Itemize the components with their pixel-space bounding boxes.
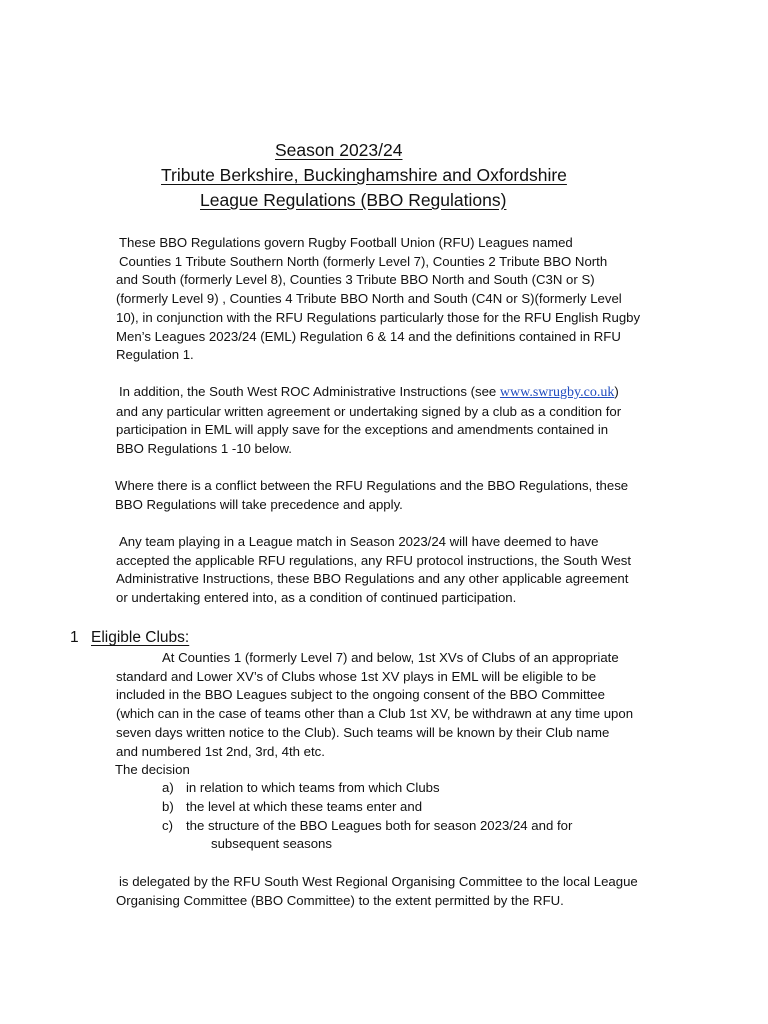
intro-paragraph-1 bbox=[116, 234, 640, 365]
text-line: participation in EML will apply save for the exceptions and amendments contained in bbox=[116, 422, 609, 438]
list-marker: b) bbox=[162, 799, 174, 814]
season-title: Season 2023/24 bbox=[275, 140, 403, 160]
text-line: BBO Regulations 1 -10 below. bbox=[116, 441, 292, 457]
section-1-body bbox=[116, 649, 633, 780]
text-line: Men’s Leagues 2023/24 (EML) Regulation 6 & 14 and the definitions contained in RFU bbox=[116, 328, 621, 344]
text-line: (formerly Level 9) , Counties 4 Tribute BBO North and South (C4N or S)(formerly Level bbox=[116, 291, 622, 307]
text-line: accepted the applicable RFU regulations, any RFU protocol instructions, the South West bbox=[116, 552, 632, 568]
text-line: 10), in conjunction with the RFU Regulations particularly those for the RFU English Rugby bbox=[116, 309, 641, 325]
list-marker: c) bbox=[162, 818, 173, 833]
text-line: and South (formerly Level 8), Counties 3 Tribute BBO North and South (C3N or S) bbox=[116, 272, 595, 288]
list-text: in relation to which teams from which Clubs bbox=[186, 780, 440, 795]
list-text: the level at which these teams enter and bbox=[186, 799, 423, 814]
text-line: BBO Regulations will take precedence and apply. bbox=[115, 496, 403, 512]
list-item bbox=[162, 817, 572, 836]
intro-paragraph-4 bbox=[116, 533, 631, 608]
section-title-eligible-clubs: Eligible Clubs: bbox=[91, 629, 190, 646]
text-line: Regulation 1. bbox=[116, 347, 194, 363]
list-item bbox=[162, 798, 422, 817]
text-line: Administrative Instructions, these BBO Regulations and any other applicable agreement bbox=[116, 571, 629, 587]
intro-paragraph-2 bbox=[116, 383, 621, 459]
text-line: or undertaking entered into, as a condition of continued participation. bbox=[116, 590, 517, 606]
text-line: Where there is a conflict between the RFU Regulations and the BBO Regulations, these bbox=[115, 478, 629, 493]
text-line: standard and Lower XV’s of Clubs whose 1st XV plays in EML will be eligible to be bbox=[116, 668, 597, 684]
swrugby-link[interactable]: www.swrugby.co.uk bbox=[499, 385, 615, 400]
list-continuation: subsequent seasons bbox=[211, 836, 332, 851]
text-segment: In addition, the South West ROC Administrative Instructions (see bbox=[119, 384, 500, 399]
text-line: (which can in the case of teams other than a Club 1st XV, be withdrawn at any time upon bbox=[116, 706, 634, 722]
intro-paragraph-3 bbox=[115, 477, 628, 514]
text-line: The decision bbox=[115, 762, 190, 778]
text-line: Any team playing in a League match in Season 2023/24 will have deemed to have bbox=[119, 534, 599, 549]
section-number: 1 bbox=[70, 629, 79, 646]
text-line: Counties 1 Tribute Southern North (formerly Level 7), Counties 2 Tribute BBO North bbox=[119, 253, 608, 269]
text-line: seven days written notice to the Club). Such teams will be known by their Club name bbox=[116, 724, 610, 740]
league-title: Tribute Berkshire, Buckinghamshire and Oxfordshire bbox=[161, 165, 567, 185]
list-marker: a) bbox=[162, 780, 174, 795]
text-line: is delegated by the RFU South West Regional Organising Committee to the local League bbox=[119, 874, 638, 889]
text-segment: ) bbox=[614, 384, 619, 399]
list-text: the structure of the BBO Leagues both for season 2023/24 and for bbox=[186, 818, 573, 833]
text-line: Organising Committee (BBO Committee) to the extent permitted by the RFU. bbox=[116, 892, 564, 908]
text-line: and numbered 1st 2nd, 3rd, 4th etc. bbox=[116, 743, 325, 759]
text-line bbox=[116, 383, 621, 403]
text-line: included in the BBO Leagues subject to the ongoing consent of the BBO Committee bbox=[116, 687, 605, 703]
text-line: These BBO Regulations govern Rugby Football Union (RFU) Leagues named bbox=[119, 235, 573, 250]
text-line: At Counties 1 (formerly Level 7) and below, 1st XVs of Clubs of an appropriate bbox=[162, 650, 619, 665]
list-item bbox=[162, 779, 440, 798]
regulations-title: League Regulations (BBO Regulations) bbox=[200, 190, 507, 210]
section-1-closing bbox=[116, 873, 638, 910]
text-line: and any particular written agreement or undertaking signed by a club as a condition for bbox=[116, 403, 622, 419]
